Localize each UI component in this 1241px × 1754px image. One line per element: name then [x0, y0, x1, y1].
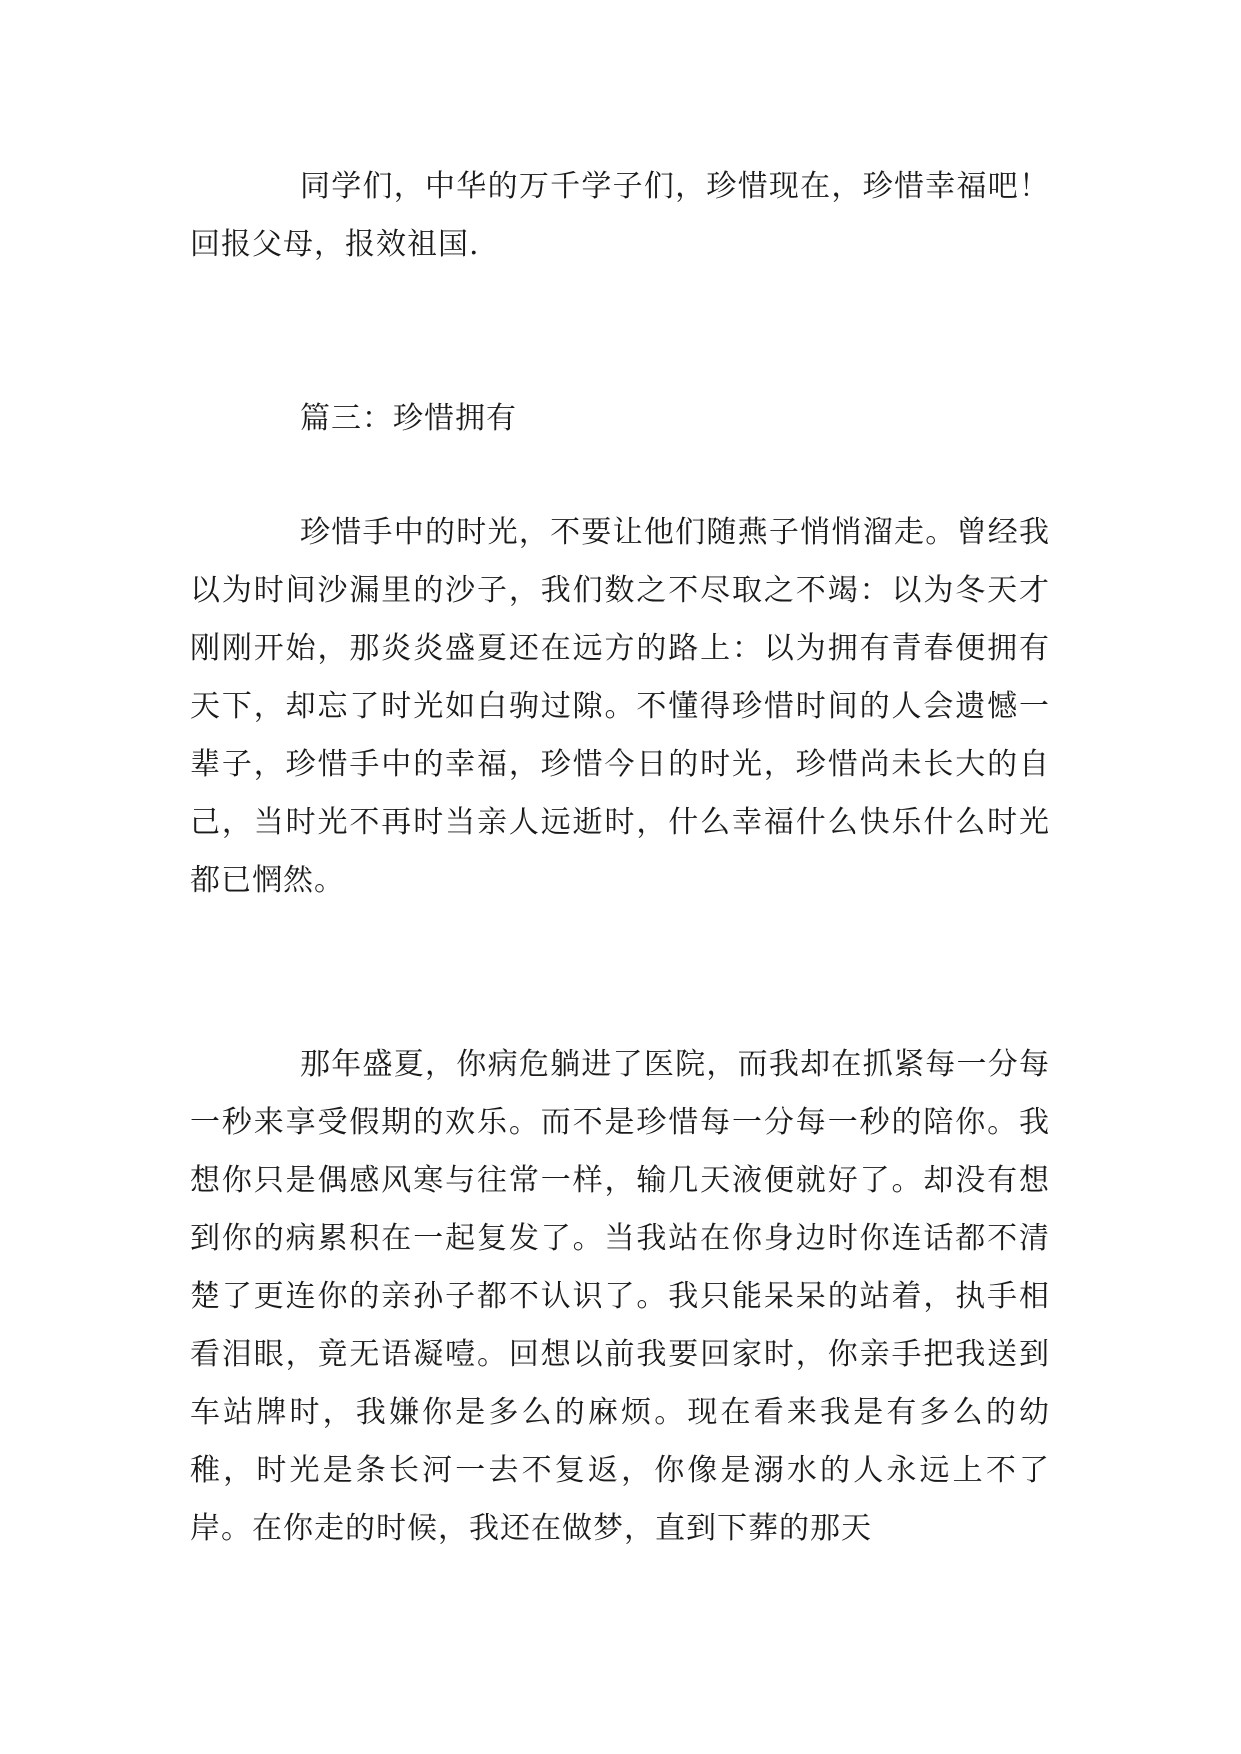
- section-heading: 篇三：珍惜拥有: [300, 401, 517, 436]
- body-paragraph-summer: 那年盛夏，你病危躺进了医院，而我却在抓紧每一分每一秒来享受假期的欢乐。而不是珍惜每一分每一秒的陪你。我想你只是偶感风寒与往常一样，输几天液便就好了。却没有想到你的病累积在一起复发了。当我站在你身边时你连话都不清楚了更连你的亲孙子都不认识了。我只能呆呆的站着，执手相看泪眼，竟无语凝噎。回想以前我要回家时，你亲手把我送到车站牌时，我嫌你是多么的麻烦。现在看来我是有多么的幼稚，时光是条长河一去不复返，你像是溺水的人永远上不了岸。在你走的时候，我还在做梦，直到下葬的那天: [190, 1047, 1050, 1546]
- closing-paragraph: 同学们，中华的万千学子们，珍惜现在，珍惜幸福吧！回报父母，报效祖国.: [190, 169, 1050, 262]
- body-paragraph-time: 珍惜手中的时光，不要让他们随燕子悄悄溜走。曾经我以为时间沙漏里的沙子，我们数之不尽取之不竭：以为冬天才刚刚开始，那炎炎盛夏还在远方的路上：以为拥有青春便拥有天下，却忘了时光如白驹过隙。不懂得珍惜时间的人会遗憾一辈子，珍惜手中的幸福，珍惜今日的时光，珍惜尚未长大的自己，当时光不再时当亲人远逝时，什么幸福什么快乐什么时光都已惘然。: [190, 515, 1050, 898]
